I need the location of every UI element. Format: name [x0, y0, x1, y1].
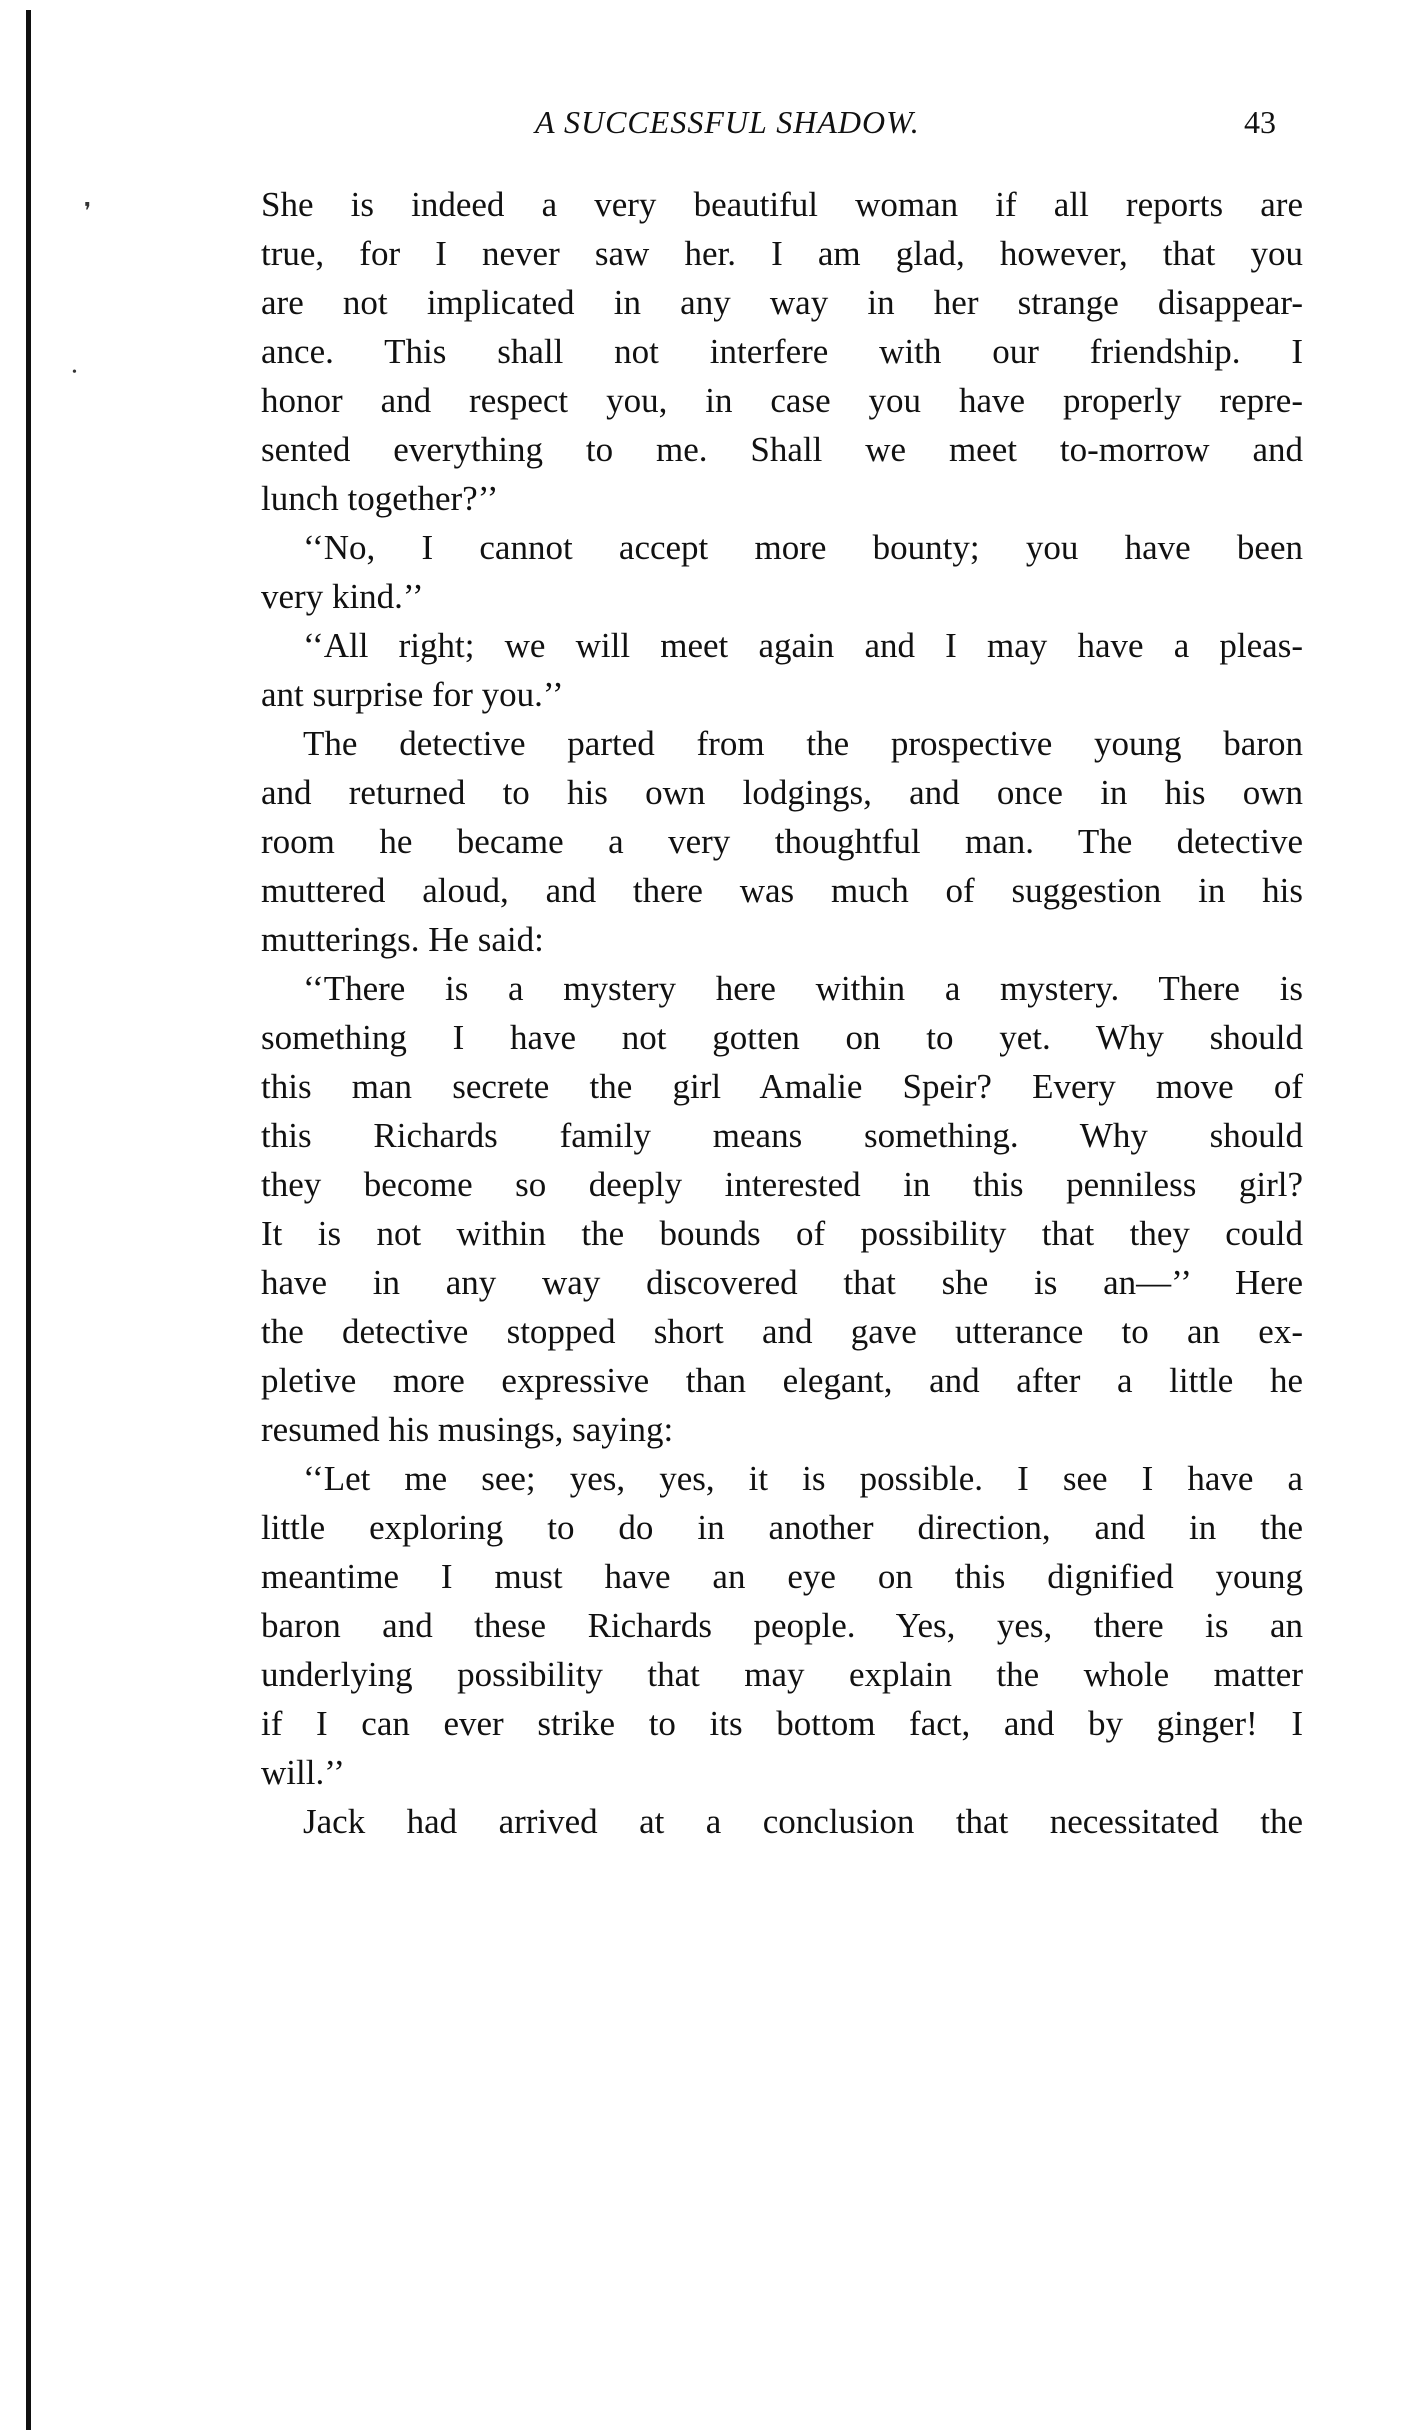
text-line: lunch together?’’	[261, 479, 499, 518]
margin-speck: •	[72, 365, 77, 380]
text-line: ance. This shall not interfere with our friendship. I	[261, 332, 1303, 371]
text-line: resumed his musings, saying:	[261, 1410, 674, 1449]
text-line: will.’’	[261, 1753, 345, 1792]
text-line: underlying possibility that may explain the whole matter	[261, 1655, 1303, 1694]
margin-speck: ❜	[84, 198, 92, 223]
text-line: this Richards family means something. Why should	[261, 1116, 1303, 1155]
running-header: A SUCCESSFUL SHADOW.	[535, 104, 920, 140]
text-line: ‘‘No, I cannot accept more bounty; you have been	[303, 528, 1303, 567]
text-line: ‘‘There is a mystery here within a mystery. There is	[303, 969, 1303, 1008]
text-line: baron and these Richards people. Yes, yes, there is an	[261, 1606, 1303, 1645]
text-line: if I can ever strike to its bottom fact, and by ginger! I	[261, 1704, 1303, 1743]
text-line: little exploring to do in another direction, and in the	[261, 1508, 1303, 1547]
text-line: true, for I never saw her. I am glad, however, that you	[261, 234, 1303, 273]
text-line: pletive more expressive than elegant, and after a little he	[261, 1361, 1303, 1400]
text-line: She is indeed a very beautiful woman if all reports are	[261, 185, 1303, 224]
page-binding-edge	[26, 10, 31, 2430]
text-line: the detective stopped short and gave utterance to an ex-	[261, 1312, 1303, 1351]
text-line: and returned to his own lodgings, and once in his own	[261, 773, 1303, 812]
text-line: this man secrete the girl Amalie Speir? Every move of	[261, 1067, 1303, 1106]
text-line: something I have not gotten on to yet. Why should	[261, 1018, 1303, 1057]
text-line: muttered aloud, and there was much of suggestion in his	[261, 871, 1303, 910]
text-line: Jack had arrived at a conclusion that necessitated the	[303, 1802, 1303, 1841]
body-text	[261, 180, 1303, 1846]
text-line: room he became a very thoughtful man. The detective	[261, 822, 1303, 861]
text-line: have in any way discovered that she is an—’’ Here	[261, 1263, 1303, 1302]
text-line: very kind.’’	[261, 577, 424, 616]
page-number: 43	[1244, 104, 1276, 140]
text-line: ‘‘Let me see; yes, yes, it is possible. I see I have a	[303, 1459, 1303, 1498]
text-line: they become so deeply interested in this penniless girl?	[261, 1165, 1303, 1204]
text-line: sented everything to me. Shall we meet to-morrow and	[261, 430, 1303, 469]
text-line: It is not within the bounds of possibility that they could	[261, 1214, 1303, 1253]
text-line: The detective parted from the prospective young baron	[303, 724, 1303, 763]
text-line: honor and respect you, in case you have properly repre-	[261, 381, 1303, 420]
text-line: mutterings. He said:	[261, 920, 544, 959]
text-line: meantime I must have an eye on this dignified young	[261, 1557, 1303, 1596]
text-line: ant surprise for you.’’	[261, 675, 564, 714]
text-line: are not implicated in any way in her strange disappear-	[261, 283, 1303, 322]
text-line: ‘‘All right; we will meet again and I may have a pleas-	[303, 626, 1303, 665]
